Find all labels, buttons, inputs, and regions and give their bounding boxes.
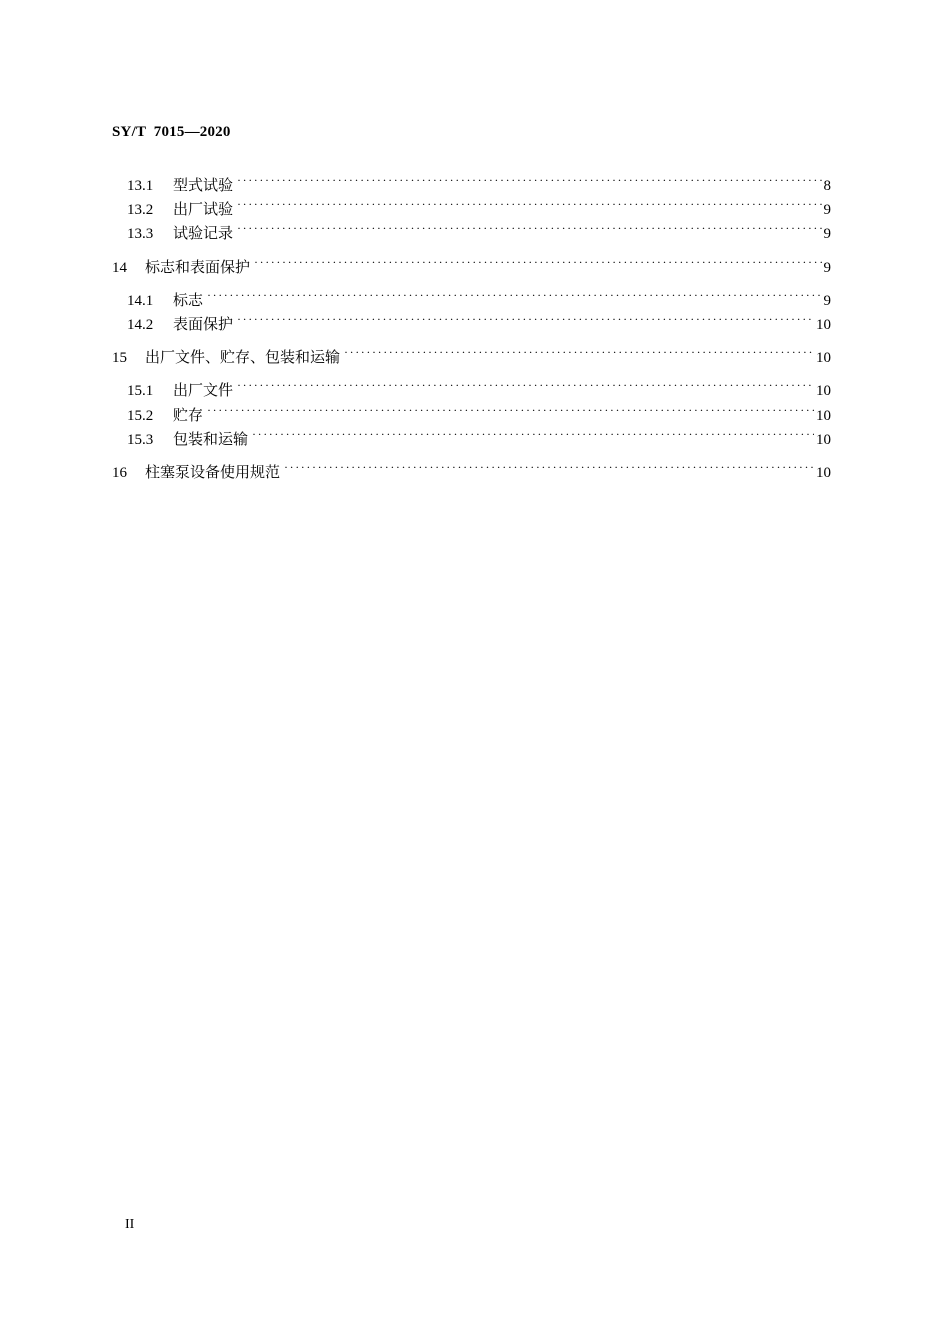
toc-dot-leader <box>237 218 821 238</box>
toc-entry-number: 15 <box>112 350 127 366</box>
toc-entry-13-1[interactable] <box>127 170 831 196</box>
toc-entry-15-3[interactable] <box>127 424 831 450</box>
toc-entry-page: 10 <box>816 408 831 424</box>
toc-entry-number: 14 <box>112 260 127 276</box>
toc-entry-title: 贮存 <box>173 406 204 424</box>
toc-entry-13-3[interactable] <box>127 218 831 244</box>
toc-entry-page: 9 <box>823 202 831 218</box>
toc-entry-14[interactable] <box>112 252 831 278</box>
toc-entry-page: 10 <box>816 317 831 333</box>
toc-entry-page: 8 <box>823 178 831 194</box>
toc-entry-title: 表面保护 <box>173 315 234 333</box>
toc-dot-leader <box>254 252 821 272</box>
toc-entry-page: 10 <box>816 350 831 366</box>
toc-entry-title: 柱塞泵设备使用规范 <box>145 463 281 481</box>
toc-entry-title: 标志 <box>173 291 204 309</box>
toc-entry-title: 出厂试验 <box>173 200 234 218</box>
toc-dot-leader <box>207 285 821 305</box>
toc-entry-title: 包装和运输 <box>173 430 249 448</box>
toc-dot-leader <box>344 342 814 362</box>
toc-entry-page: 9 <box>823 260 831 276</box>
toc-entry-number: 15.3 <box>127 432 154 448</box>
standard-code-header: SY/T 7015—2020 <box>112 124 231 140</box>
toc-entry-number: 16 <box>112 465 127 481</box>
toc-dot-leader <box>207 400 814 420</box>
toc-entry-title: 出厂文件、贮存、包装和运输 <box>145 348 341 366</box>
toc-dot-leader <box>284 457 814 477</box>
toc-dot-leader <box>237 170 821 190</box>
toc-entry-page: 9 <box>823 293 831 309</box>
toc-dot-leader <box>252 424 814 444</box>
toc-entry-number: 13.2 <box>127 202 154 218</box>
toc-entry-15-1[interactable] <box>127 375 831 401</box>
toc-entry-14-2[interactable] <box>127 309 831 335</box>
toc-entry-15[interactable] <box>112 342 831 368</box>
toc-dot-leader <box>237 375 814 395</box>
toc-entry-15-2[interactable] <box>127 400 831 426</box>
toc-entry-page: 10 <box>816 432 831 448</box>
toc-entry-title: 标志和表面保护 <box>145 258 251 276</box>
toc-entry-number: 13.3 <box>127 226 154 242</box>
toc-entry-title: 试验记录 <box>173 224 234 242</box>
toc-entry-number: 14.2 <box>127 317 154 333</box>
toc-entry-number: 15.2 <box>127 408 154 424</box>
toc-entry-13-2[interactable] <box>127 194 831 220</box>
toc-entry-page: 10 <box>816 465 831 481</box>
toc-entry-title: 出厂文件 <box>173 381 234 399</box>
toc-entry-title: 型式试验 <box>173 176 234 194</box>
toc-entry-number: 15.1 <box>127 383 154 399</box>
toc-entry-14-1[interactable] <box>127 285 831 311</box>
toc-entry-number: 13.1 <box>127 178 154 194</box>
toc-dot-leader <box>237 309 814 329</box>
page-number-footer: II <box>125 1217 135 1232</box>
toc-entry-number: 14.1 <box>127 293 154 309</box>
toc-entry-16[interactable] <box>112 457 831 483</box>
toc-dot-leader <box>237 194 821 214</box>
toc-entry-page: 9 <box>823 226 831 242</box>
toc-entry-page: 10 <box>816 383 831 399</box>
